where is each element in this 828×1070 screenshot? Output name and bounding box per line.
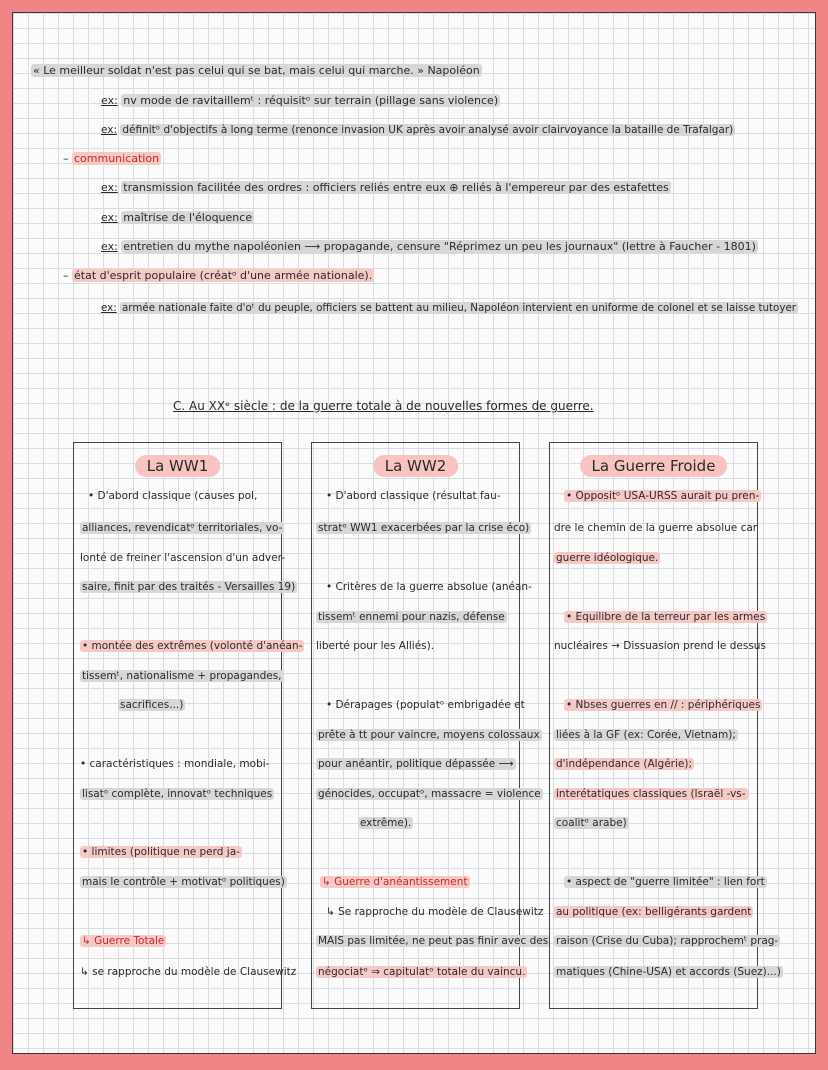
column-line: • D'abord classique (causes pol, [88, 490, 258, 502]
column-line: liées à la GF (ex: Corée, Vietnam); [556, 729, 736, 741]
column-line: saire, finit par des traités - Versailles 19) [82, 581, 296, 593]
column-line: tissemᵗ, nationalisme + propagandes, [82, 670, 282, 682]
note-line: ex: maîtrise de l'éloquence [101, 211, 253, 224]
column-line: dre le chemin de la guerre absolue car [554, 522, 758, 534]
heading-communication: – communication [63, 152, 160, 165]
column-line: négociatᵒ ⇒ capitulatᵒ totale du vaincu. [318, 966, 526, 978]
column-guerre-froide [549, 442, 781, 1009]
column-line: guerre idéologique. [556, 552, 659, 564]
column-line: coalitᵒ arabe) [556, 817, 627, 829]
column-line: ↳ Se rapproche du modèle de Clausewitz [326, 906, 544, 918]
column-line: lonté de freiner l'ascension d'un adver- [80, 552, 286, 564]
column-conclusion: ↳ Guerre d'anéantissement [322, 876, 468, 888]
column-title: La WW2 [373, 455, 459, 477]
column-line: • Equilibre de la terreur par les armes [566, 611, 766, 623]
column-line: liberté pour les Alliés). [316, 640, 435, 652]
column-line: raison (Crise du Cuba); rapprochemᵗ prag- [556, 935, 779, 947]
column-ww2 [311, 442, 549, 1009]
column-line: • montée des extrêmes (volonté d'anéan- [82, 640, 303, 652]
section-title: C. Au XXᵉ siècle : de la guerre totale à de nouvelles formes de guerre. [173, 399, 594, 413]
column-title: La WW1 [135, 455, 221, 477]
column-line: nucléaires → Dissuasion prend le dessus [554, 640, 766, 652]
column-line: • Dérapages (populatᵒ embrigadée et [326, 699, 525, 711]
column-line: prête à tt pour vaincre, moyens colossaux [318, 729, 540, 741]
note-line: ex: définitᵒ d'objectifs à long terme (renonce invasion UK après avoir analysé avoir clairvoyance la bataille de Trafalgar) [101, 124, 734, 136]
note-line: ex: entretien du mythe napoléonien ⟶ propagande, censure "Réprimez un peu les journaux" (lettre à Faucher - 1801) [101, 240, 756, 253]
column-line: tissemᵗ ennemi pour nazis, défense [318, 611, 505, 623]
note-line: ex: armée nationale faite d'oᵗ du peuple, officiers se battent au milieu, Napoléon intervient en uniforme de colonel et se laisse tutoyer [101, 302, 797, 314]
column-line: • Oppositᵒ USA-URSS aurait pu pren- [566, 490, 760, 502]
heading-etat-esprit: – état d'esprit populaire (créatᵒ d'une armée nationale). [63, 269, 373, 282]
column-line: mais le contrôle + motivatᵒ politiques) [82, 876, 285, 888]
column-line: lisatᵒ complète, innovatᵒ techniques [82, 788, 273, 800]
column-line: • D'abord classique (résultat fau- [326, 490, 501, 502]
column-line: alliances, revendicatᵒ territoriales, vo- [82, 522, 283, 534]
column-line: • Nbses guerres en // : périphériques [566, 699, 761, 711]
column-line: • aspect de "guerre limitée" : lien fort [566, 876, 765, 888]
column-line: stratᵒ WW1 exacerbées par la crise éco) [318, 522, 530, 534]
column-line: au politique (ex: belligérants gardent [556, 906, 752, 918]
column-line: pour anéantir, politique dépassée ⟶ [318, 758, 514, 770]
column-line: interétatiques classiques (Israël -vs- [556, 788, 746, 800]
column-line: ↳ se rapproche du modèle de Clausewitz [80, 966, 297, 978]
napoleon-quote: « Le meilleur soldat n'est pas celui qui se bat, mais celui qui marche. » Napoléon [33, 64, 480, 77]
column-title: La Guerre Froide [580, 455, 728, 477]
column-line: MAIS pas limitée, ne peut pas finir avec des [318, 935, 549, 947]
note-line: ex: nv mode de ravitaillemᵗ : réquisitᵒ sur terrain (pillage sans violence) [101, 94, 499, 107]
notes-page [12, 12, 816, 1054]
column-line: génocides, occupatᵒ, massacre = violence [318, 788, 541, 800]
column-conclusion: ↳ Guerre Totale [82, 935, 165, 947]
column-line: sacrifices...) [120, 699, 184, 711]
column-line: • caractéristiques : mondiale, mobi- [80, 758, 270, 770]
column-line: • Critères de la guerre absolue (anéan- [326, 581, 532, 593]
note-line: ex: transmission facilitée des ordres : officiers reliés entre eux ⊕ reliés à l'empereur par des estafettes [101, 181, 669, 194]
column-line: d'indépendance (Algérie); [556, 758, 693, 770]
column-line: • limites (politique ne perd ja- [82, 846, 240, 858]
column-line: matiques (Chine-USA) et accords (Suez)...) [556, 966, 781, 978]
column-line: extrême). [360, 817, 412, 829]
column-ww1 [73, 442, 303, 1009]
